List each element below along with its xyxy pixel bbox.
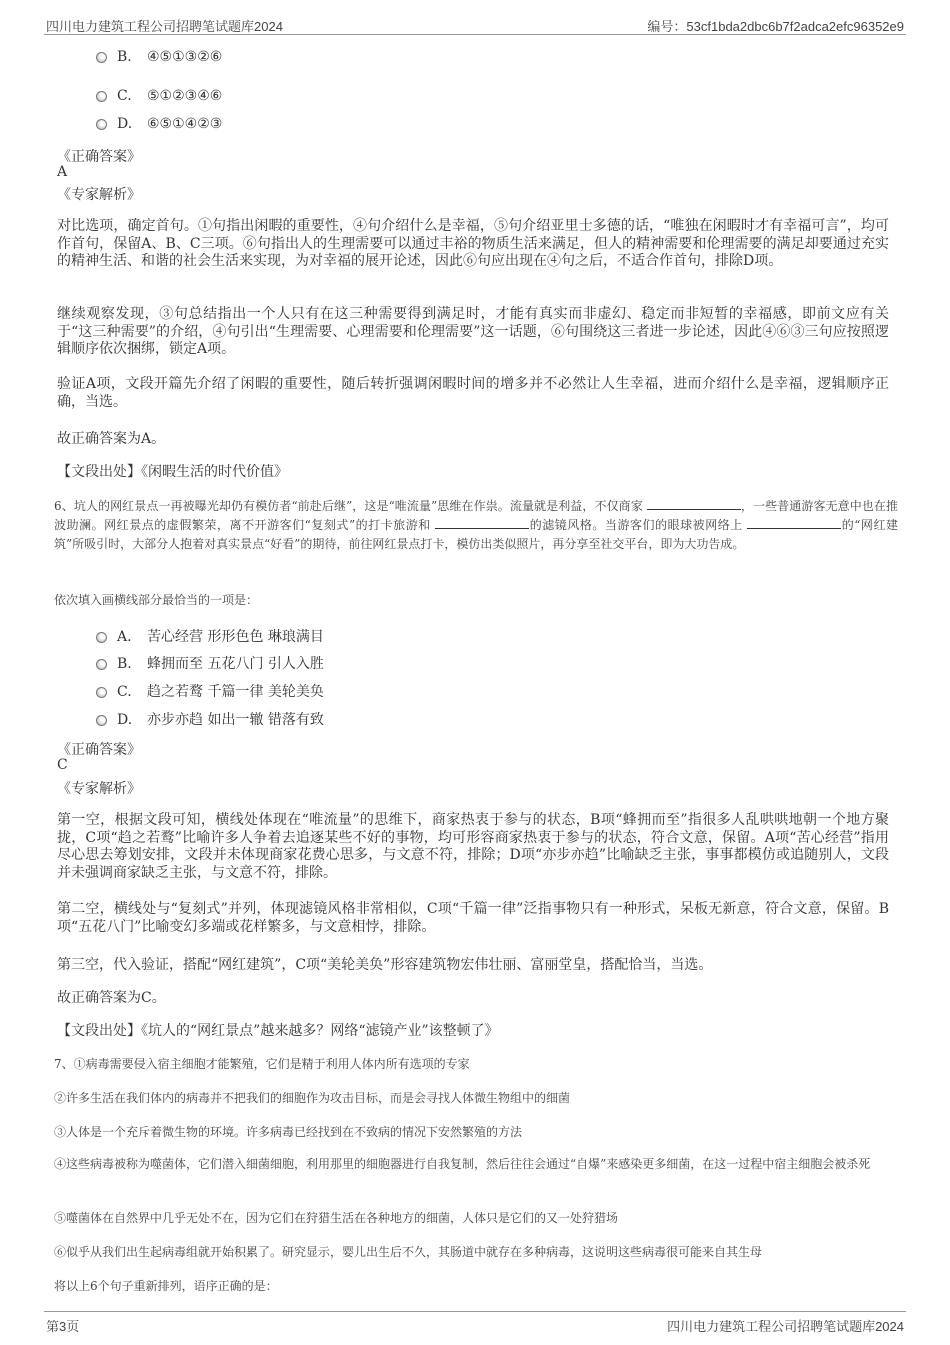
q7-sentence: ③人体是一个充斥着微生物的环境。许多病毒已经找到在不致病的情况下安然繁殖的方法 [54, 1125, 523, 1139]
option-text: ⑤①②③④⑥ [147, 88, 223, 104]
q5-option-b[interactable] [96, 49, 222, 65]
q5-analysis-paragraph: 故正确答案为A。 [57, 431, 166, 447]
q7-sentence: ④这些病毒被称为噬菌体，它们潜入细菌细胞，利用那里的细胞器进行自我复制，然后往往会通过“自爆”来感染更多细菌，在这一过程中宿主细胞会被杀死 [54, 1157, 871, 1171]
option-text: 蜂拥而至 五花八门 引人入胜 [147, 656, 324, 672]
q5-answer: A [57, 164, 68, 180]
header-title: 四川电力建筑工程公司招聘笔试题库2024 [46, 19, 283, 34]
q7-sentence: ②许多生活在我们体内的病毒并不把我们的细胞作为攻击目标，而是会寻找人体微生物组中的细菌 [54, 1091, 571, 1105]
page-header [44, 10, 906, 35]
q6-stem [54, 497, 898, 554]
q6-stem-text: 6、坑人的网红景点一再被曝光却仍有模仿者“前赴后继”，这是“唯流量”思维在作祟。流量就是利益，不仅商家 [54, 499, 643, 513]
page-number: 第3页 [46, 1319, 80, 1334]
header-serial-number: 编号：53cf1bda2dbc6b7f2adca2efc96352e9 [647, 19, 904, 34]
q6-option-c[interactable] [96, 681, 324, 701]
q6-answer-heading: 《正确答案》 [57, 742, 141, 758]
radio-icon[interactable] [96, 715, 107, 726]
option-label: D. [117, 712, 133, 728]
q6-analysis-paragraph: 故正确答案为C。 [57, 990, 166, 1006]
q6-analysis-heading: 《专家解析》 [57, 781, 141, 797]
page-footer [44, 1311, 906, 1334]
fill-blank-1[interactable] [647, 499, 741, 510]
radio-icon[interactable] [96, 632, 107, 643]
q6-analysis-paragraph: 第三空，代入验证，搭配“网红建筑”，C项“美轮美奂”形容建筑物宏伟壮丽、富丽堂皇，搭配恰当，当选。 [57, 957, 713, 973]
q7-sentence: ⑤噬菌体在自然界中几乎无处不在，因为它们在狩猎生活在各种地方的细菌，人体只是它们的又一处狩猎场 [54, 1211, 619, 1225]
q6-prompt: 依次填入画横线部分最恰当的一项是： [54, 593, 259, 607]
q6-option-a[interactable] [96, 626, 324, 646]
q5-analysis-paragraph: 对比选项，确定首句。①句指出闲暇的重要性，④句介绍什么是幸福，⑤句介绍亚里士多德的话，“唯独在闲暇时才有幸福可言”，均可作首句，保留A、B、C三项。⑥句指出人的生理需要可以通过丰裕的物质生活来满足，但人的精神需要和伦理需要的满足却要通过充实的精神生活、和谐的社会生活来实现，为对幸福的展开论述，因此⑥句应出现在④句之后，不适合作首句，排除D项。 [57, 218, 889, 269]
q6-option-d[interactable] [96, 709, 324, 729]
q6-answer: C [57, 757, 68, 773]
option-text: 趋之若鹜 千篇一律 美轮美奂 [147, 684, 324, 700]
radio-icon[interactable] [96, 659, 107, 670]
option-label: C. [117, 684, 132, 700]
footer-title: 四川电力建筑工程公司招聘笔试题库2024 [667, 1319, 904, 1334]
option-label: B. [117, 49, 132, 65]
fill-blank-3[interactable] [747, 518, 841, 529]
radio-icon[interactable] [96, 91, 107, 102]
q7-sentence: ⑥似乎从我们出生起病毒组就开始积累了。研究显示，婴儿出生后不久，其肠道中就存在多种病毒，这说明这些病毒很可能来自其生母 [54, 1245, 763, 1259]
option-text: ⑥⑤①④②③ [147, 116, 223, 132]
option-label: A. [117, 629, 132, 645]
q7-prompt: 将以上6个句子重新排列，语序正确的是： [54, 1279, 278, 1293]
q7-sentence: 7、①病毒需要侵入宿主细胞才能繁殖，它们是精于利用人体内所有选项的专家 [54, 1057, 470, 1071]
radio-icon[interactable] [96, 119, 107, 130]
q6-stem-text: 的滤镜风格。当游客们的眼球被网络上 [529, 518, 743, 532]
option-label: D. [117, 116, 133, 132]
q5-answer-heading: 《正确答案》 [57, 149, 141, 165]
option-text: ④⑤①③②⑥ [147, 49, 223, 65]
option-text: 苦心经营 形形色色 琳琅满目 [147, 629, 324, 645]
q5-source: 【文段出处】《闲暇生活的时代价值》 [57, 464, 288, 480]
q6-source: 【文段出处】《坑人的“网红景点”越来越多？网络“滤镜产业”该整顿了》 [57, 1023, 499, 1039]
radio-icon[interactable] [96, 687, 107, 698]
q6-stem-text: 的“网红建筑”所吸引时，大部分人抱着对真实景点“好看”的期待，前往网红景点打卡，模仿出类似照片，再分享至社交平台，即为大功告成。 [54, 518, 898, 551]
q5-analysis-paragraph: 验证A项，文段开篇先介绍了闲暇的重要性，随后转折强调闲暇时间的增多并不必然让人生幸福，进而介绍什么是幸福，逻辑顺序正确，当选。 [57, 376, 889, 410]
radio-icon[interactable] [96, 52, 107, 63]
option-label: B. [117, 656, 132, 672]
q6-stem-text: ，一些普通游客无意中也在推波助澜。网红景点的虚假繁荣，离不开游客们“复刻式”的打卡旅游和 [54, 499, 898, 532]
q6-analysis-paragraph: 第一空，根据文段可知，横线处体现在“唯流量”的思维下，商家热衷于参与的状态，B项“蜂拥而至”指很多人乱哄哄地朝一个地方聚拢，C项“趋之若鹜”比喻许多人争着去追逐某些不好的事物，均可形容商家热衷于参与的状态，符合文意，保留。A项“苦心经营”指用尽心思去筹划安排，文段并未体现商家花费心思多，与文意不符，排除；D项“亦步亦趋”比喻缺乏主张，事事都模仿或追随别人，文段并未强调商家缺乏主张，与文意不符，排除。 [57, 812, 889, 881]
q5-option-d[interactable] [96, 116, 222, 132]
option-label: C. [117, 88, 132, 104]
q5-analysis-heading: 《专家解析》 [57, 187, 141, 203]
q5-analysis-paragraph: 继续观察发现，③句总结指出一个人只有在这三种需要得到满足时，才能有真实而非虚幻、稳定而非短暂的幸福感，即前文应有关于“这三种需要”的介绍，④句引出“生理需要、心理需要和伦理需要”这一话题，⑥句围绕这三者进一步论述，因此④⑥③三句应按照逻辑顺序依次捆绑，锁定A项。 [57, 306, 889, 357]
q6-option-b[interactable] [96, 653, 324, 673]
q5-option-c[interactable] [96, 88, 222, 104]
q6-analysis-paragraph: 第二空，横线处与“复刻式”并列，体现滤镜风格非常相似，C项“千篇一律”泛指事物只有一种形式，呆板无新意，符合文意，保留。B项“五花八门”比喻变幻多端或花样繁多，与文意相悖，排除。 [57, 901, 889, 935]
fill-blank-2[interactable] [435, 518, 529, 529]
option-text: 亦步亦趋 如出一辙 错落有致 [147, 712, 324, 728]
